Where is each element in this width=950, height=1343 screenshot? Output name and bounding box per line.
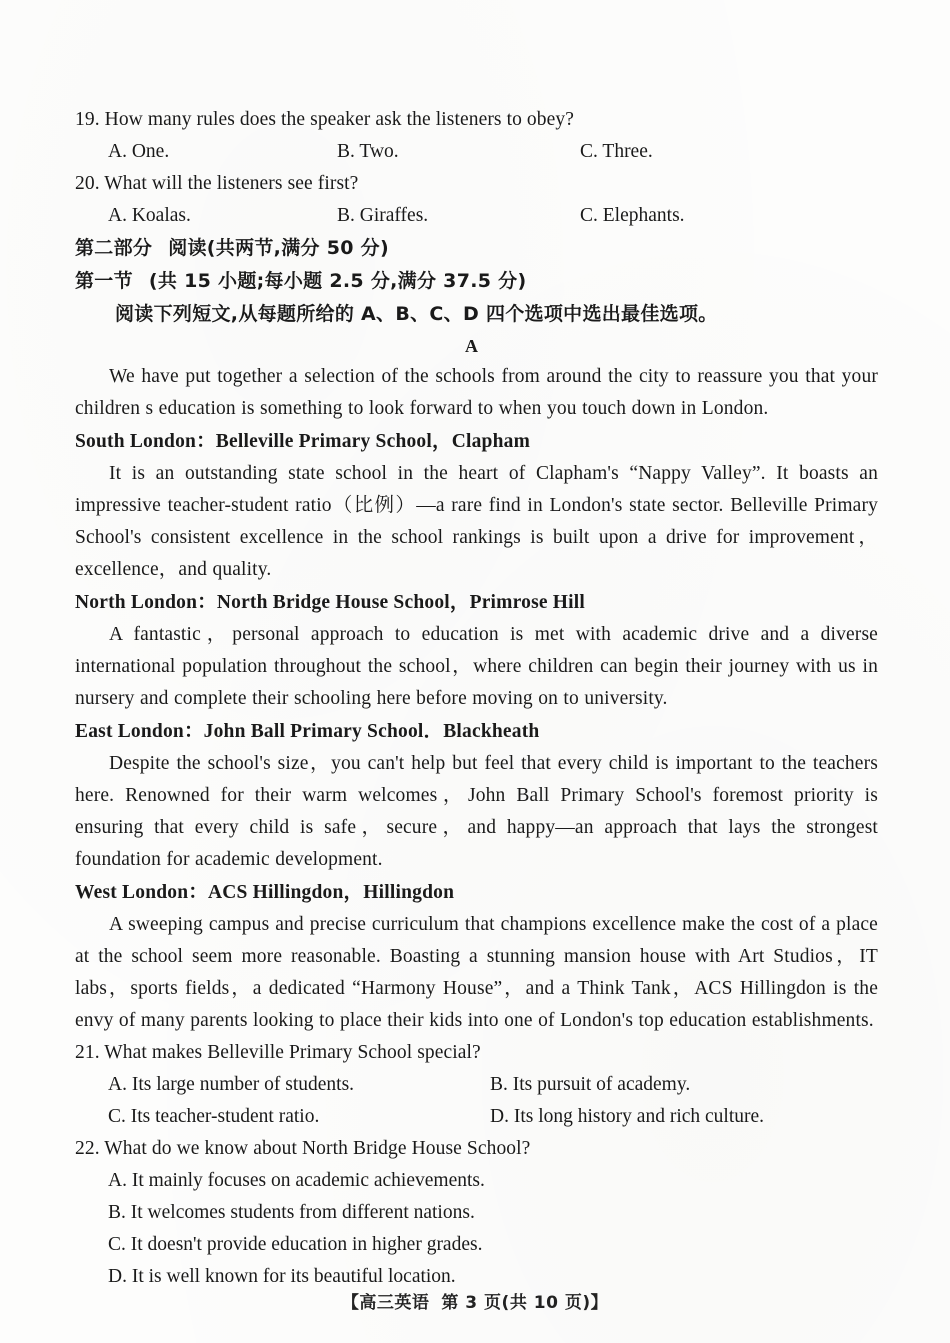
question-22-stem: 22. What do we know about North Bridge House School? bbox=[75, 1138, 531, 1159]
question-21-option-b[interactable]: B. Its pursuit of academy. bbox=[490, 1074, 691, 1095]
question-19-option-a[interactable]: A. One. bbox=[108, 141, 170, 162]
question-19-stem: 19. How many rules does the speaker ask the listeners to obey? bbox=[75, 109, 574, 130]
part-two-title: 阅读(共两节,满分 50 分) bbox=[168, 237, 389, 259]
passage-marker-a: A bbox=[465, 336, 478, 356]
school-heading-north-london: North London：North Bridge House School，Primrose Hill bbox=[75, 592, 586, 613]
school-heading-west-london: West London：ACS Hillingdon，Hillingdon bbox=[75, 882, 455, 903]
footer-bracket-close: 】 bbox=[590, 1293, 609, 1313]
question-19-option-b[interactable]: B. Two. bbox=[337, 141, 399, 162]
question-21-option-d[interactable]: D. Its long history and rich culture. bbox=[490, 1106, 765, 1127]
section-one-detail: (共 15 小题;每小题 2.5 分,满分 37.5 分) bbox=[148, 270, 527, 292]
question-22-option-c-row bbox=[75, 1229, 878, 1261]
part-two-heading bbox=[75, 232, 878, 265]
question-22-option-c[interactable]: C. It doesn't provide education in higher grades. bbox=[108, 1234, 483, 1255]
footer-page-number: 第 3 页(共 10 页) bbox=[441, 1293, 591, 1313]
question-19-options bbox=[75, 136, 878, 168]
school-body-south-london: It is an outstanding state school in the heart of Clapham's “Nappy Valley”. It boasts an impressive teacher-student ratio（比例）—a rare find in London's state sector. Belleville Primary School's consistent excellence in the school rankings is built upon a drive for improvement，excellence，and quality. bbox=[75, 463, 878, 580]
question-21-stem: 21. What makes Belleville Primary School special? bbox=[75, 1042, 481, 1063]
school-heading-east-london: East London：John Ball Primary School．Blackheath bbox=[75, 721, 540, 742]
school-heading-south-london: South London：Belleville Primary School，Clapham bbox=[75, 431, 531, 452]
school-body-west-london: A sweeping campus and precise curriculum that champions excellence make the cost of a place at the school seem more reasonable. Boasting a stunning mansion house with Art Studios，IT labs，sports fields，a dedicated “Harmony House”，and a Think Tank，ACS Hillingdon is the envy of many parents looking to place their kids into one of London's top education establishments. bbox=[75, 914, 878, 1031]
footer-bracket-open: 【 bbox=[341, 1293, 360, 1313]
part-two-label: 第二部分 bbox=[75, 237, 153, 259]
question-20-options bbox=[75, 200, 878, 232]
question-20-stem: 20. What will the listeners see first? bbox=[75, 173, 359, 194]
question-20-option-c[interactable]: C. Elephants. bbox=[580, 205, 685, 226]
question-22-option-a-row bbox=[75, 1165, 878, 1197]
page-content bbox=[75, 104, 878, 1293]
section-one-heading bbox=[75, 265, 878, 298]
page-footer bbox=[0, 1288, 950, 1313]
question-20-option-b[interactable]: B. Giraffes. bbox=[337, 205, 429, 226]
question-20-option-a[interactable]: A. Koalas. bbox=[108, 205, 191, 226]
question-21-options-row-2 bbox=[75, 1101, 878, 1133]
question-22-option-b[interactable]: B. It welcomes students from different nations. bbox=[108, 1202, 475, 1223]
section-one-label: 第一节 bbox=[75, 270, 133, 292]
question-21-options-row-1 bbox=[75, 1069, 878, 1101]
question-21-option-c[interactable]: C. Its teacher-student ratio. bbox=[108, 1106, 320, 1127]
question-22-option-a[interactable]: A. It mainly focuses on academic achievements. bbox=[108, 1170, 485, 1191]
reading-instruction: 阅读下列短文,从每题所给的 A、B、C、D 四个选项中选出最佳选项。 bbox=[115, 303, 718, 325]
footer-subject: 高三英语 bbox=[359, 1293, 430, 1313]
question-21-option-a[interactable]: A. Its large number of students. bbox=[108, 1074, 355, 1095]
question-19-option-c[interactable]: C. Three. bbox=[580, 141, 653, 162]
question-22-option-d[interactable]: D. It is well known for its beautiful location. bbox=[108, 1266, 456, 1287]
school-body-east-london: Despite the school's size，you can't help but feel that every child is important to the teachers here. Renowned for their warm welcomes，John Ball Primary School's foremost priority is ensuring that every child is safe，secure，and happy—an approach that lays the strongest foundation for academic development. bbox=[75, 753, 878, 870]
school-body-north-london: A fantastic，personal approach to education is met with academic drive and a diverse international population throughout the school，where children can begin their journey with us in nursery and complete their schooling here before moving on to university. bbox=[75, 624, 878, 709]
passage-a-intro: We have put together a selection of the schools from around the city to reassure you that your children s education is something to look forward to when you touch down in London. bbox=[75, 366, 878, 419]
question-22-option-b-row bbox=[75, 1197, 878, 1229]
